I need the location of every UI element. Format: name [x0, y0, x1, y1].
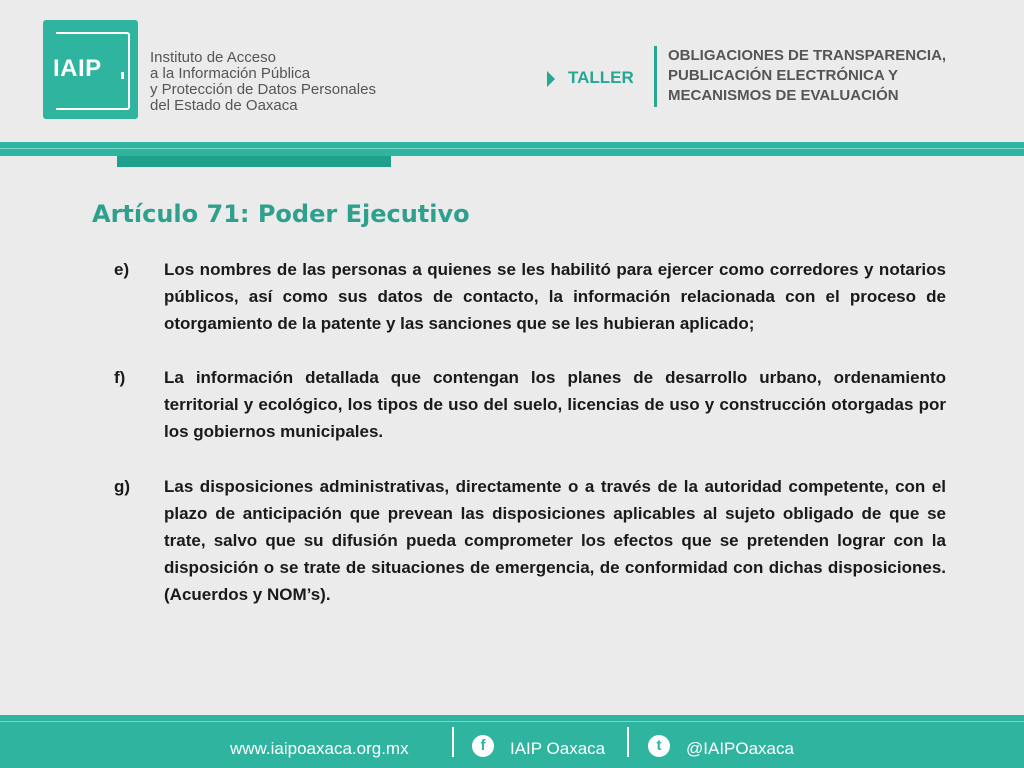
list-item-label: g) — [114, 477, 131, 496]
logo-mark — [121, 72, 124, 79]
facebook-link[interactable]: IAIP Oaxaca — [510, 739, 606, 758]
logo-text: IAIP — [53, 55, 102, 82]
header-band — [0, 142, 1024, 156]
workshop-title-line: MECANISMOS DE EVALUACIÓN — [668, 87, 899, 104]
twitter-icon[interactable]: t — [648, 735, 670, 757]
website-link[interactable]: www.iaipoaxaca.org.mx — [230, 739, 409, 758]
footer-stripe — [0, 721, 1024, 722]
header — [0, 0, 1024, 142]
workshop-title-line: OBLIGACIONES DE TRANSPARENCIA, — [668, 47, 947, 64]
institute-name — [150, 50, 376, 114]
footer-divider — [627, 727, 629, 757]
header-band-stripe — [0, 148, 1024, 149]
workshop-title-line: PUBLICACIÓN ELECTRÓNICA Y — [668, 67, 899, 84]
list-item-label: f) — [114, 368, 126, 387]
slide-content — [0, 170, 1024, 715]
arrow-right-icon — [547, 71, 555, 87]
institute-line: y Protección de Datos Personales — [150, 81, 376, 98]
facebook-icon[interactable]: f — [472, 735, 494, 757]
taller-label: TALLER — [568, 68, 634, 87]
twitter-link[interactable]: @IAIPOaxaca — [686, 739, 794, 758]
institute-line: del Estado de Oaxaca — [150, 97, 298, 114]
list-item-text: Los nombres de las personas a quienes se les habilitó para ejercer como corredores y notarios públicos, así como sus datos de contacto, la información relacionada con el proceso de otorgamiento de la patente y las sanciones que se les hubieran aplicado; — [164, 260, 946, 333]
list-item-text: La información detallada que contengan los planes de desarrollo urbano, ordenamiento territorial y ecológico, los tipos de uso del suelo, licencias de uso y construcción otorgadas por los gobiernos municipales. — [164, 368, 946, 441]
header-divider — [654, 46, 657, 107]
iaip-logo — [43, 20, 138, 119]
header-band-accent — [117, 156, 391, 167]
workshop-title — [668, 46, 946, 106]
list-item-label: e) — [114, 260, 130, 279]
institute-line: a la Información Pública — [150, 65, 311, 82]
page-title: Artículo 71: Poder Ejecutivo — [92, 200, 470, 228]
footer — [0, 715, 1024, 768]
footer-divider — [452, 727, 454, 757]
list-item-text: Las disposiciones administrativas, directamente o a través de la autoridad competente, con el plazo de anticipación que prevean las disposiciones aplicables al sujeto obligado de que se trate, salvo que su difusión pueda comprometer los efectos que se pretenden lograr con la disposición o se trate de situaciones de emergencia, de conformidad con dichas disposiciones. (Acuerdos y NOM’s). — [164, 477, 946, 604]
institute-line: Instituto de Acceso — [150, 49, 276, 66]
